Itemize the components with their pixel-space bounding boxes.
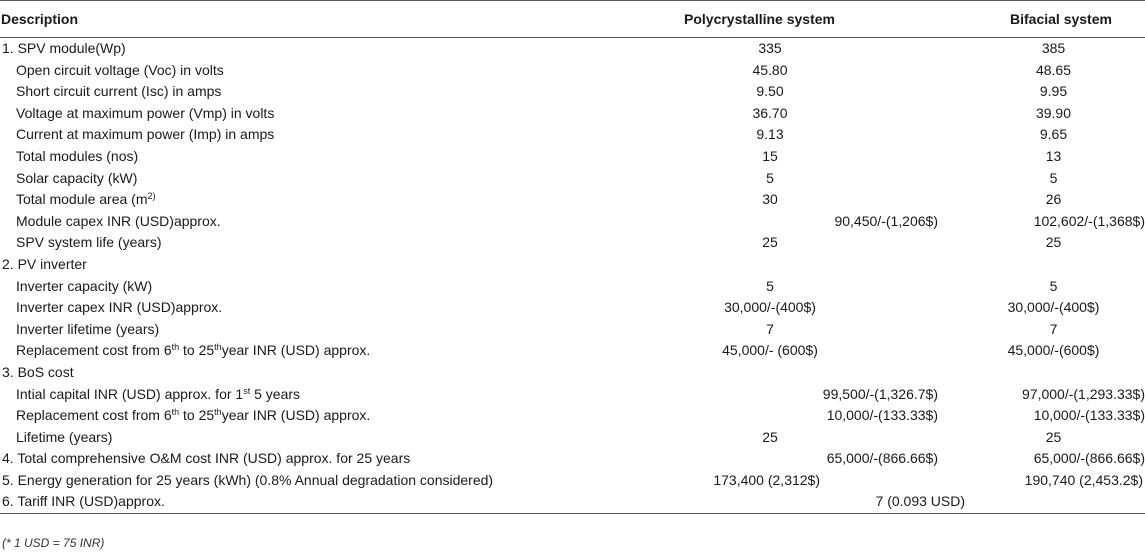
row-description: Inverter lifetime (years)	[16, 320, 160, 337]
table-row	[0, 189, 1145, 211]
table-row	[0, 146, 1145, 168]
row-description	[0, 384, 580, 406]
row-description: Open circuit voltage (Voc) in volts	[16, 61, 224, 78]
row-description-text: Replacement cost from 6	[16, 407, 172, 424]
polycrystalline-value: 15	[762, 147, 778, 164]
section-heading: 3. BoS cost	[2, 363, 74, 380]
table-row	[0, 448, 1145, 470]
table-header-row	[0, 1, 1145, 38]
bifacial-value	[960, 254, 1145, 276]
row-description: Voltage at maximum power (Vmp) in volts	[16, 104, 275, 121]
row-description-text: year INR (USD) approx.	[221, 407, 371, 424]
superscript: th	[214, 342, 222, 353]
row-description: Module capex INR (USD)approx.	[16, 212, 221, 229]
bifacial-value: 9.65	[1039, 126, 1068, 143]
polycrystalline-value: 10,000/-(133.33$)	[826, 407, 938, 424]
polycrystalline-value: 25	[762, 234, 778, 251]
row-description: Inverter capex INR (USD)approx.	[16, 299, 223, 316]
polycrystalline-value	[580, 254, 960, 276]
row-description: Lifetime (years)	[16, 428, 113, 445]
table-row	[0, 38, 1145, 60]
bifacial-value: 10,000/-(133.33$)	[1033, 407, 1145, 424]
row-description: SPV system life (years)	[16, 234, 162, 251]
header-polycrystalline: Polycrystalline system	[580, 1, 960, 38]
table-row	[0, 168, 1145, 190]
merged-tariff-value: 7 (0.093 USD)	[580, 491, 1145, 513]
header-bifacial: Bifacial system	[960, 1, 1145, 38]
superscript: st	[243, 385, 251, 396]
table-row	[0, 319, 1145, 341]
bifacial-value: 102,602/-(1,368$)	[1033, 212, 1145, 229]
table-row	[0, 60, 1145, 82]
table-row	[0, 81, 1145, 103]
row-description-text: to 25	[179, 342, 215, 359]
row-description: 5. Energy generation for 25 years (kWh) (0.8% Annual degradation considered)	[2, 471, 494, 488]
row-description: Short circuit current (Isc) in amps	[16, 83, 222, 100]
table-row	[0, 384, 1145, 406]
bifacial-value: 25	[1045, 234, 1062, 251]
polycrystalline-value: 30	[762, 191, 778, 208]
polycrystalline-value: 7	[766, 320, 774, 337]
polycrystalline-value: 90,450/-(1,206$)	[834, 212, 938, 229]
row-description	[0, 405, 580, 427]
bifacial-value: 39.90	[1035, 104, 1072, 121]
bifacial-value	[960, 362, 1145, 384]
bifacial-value: 97,000/-(1,293.33$)	[1022, 385, 1145, 402]
row-description-text: Total module area (m	[16, 191, 148, 208]
row-description: Current at maximum power (Imp) in amps	[16, 126, 275, 143]
bifacial-value: 26	[1045, 191, 1062, 208]
table-row	[0, 470, 1145, 492]
table-row	[0, 254, 1145, 276]
row-description	[0, 189, 580, 211]
polycrystalline-value: 99,500/-(1,326.7$)	[822, 385, 938, 402]
footnote: (* 1 USD = 75 INR)	[2, 536, 105, 550]
table-row	[0, 103, 1145, 125]
table-row	[0, 124, 1145, 146]
row-description	[0, 340, 580, 362]
row-description-text: Intial capital INR (USD) approx. for 1	[16, 385, 244, 402]
header-description: Description	[0, 1, 580, 38]
row-description: 6. Tariff INR (USD)approx.	[0, 491, 580, 513]
superscript: th	[171, 342, 180, 353]
table-row	[0, 491, 1145, 513]
row-description-text: year INR (USD) approx.	[221, 342, 371, 359]
row-description-text: to 25	[179, 407, 215, 424]
polycrystalline-value: 65,000/-(866.66$)	[826, 450, 938, 467]
bifacial-value: 7	[1049, 320, 1058, 337]
polycrystalline-value: 9.50	[756, 83, 784, 100]
polycrystalline-value: 335	[758, 40, 782, 56]
bifacial-value: 25	[1045, 428, 1062, 445]
bifacial-value: 5	[1049, 277, 1058, 294]
bifacial-value: 9.95	[1039, 83, 1068, 100]
superscript: 2)	[147, 191, 156, 202]
polycrystalline-value: 25	[762, 428, 778, 445]
bifacial-value: 65,000/-(866.66$)	[1033, 450, 1145, 467]
polycrystalline-value: 45.80	[752, 61, 788, 78]
bifacial-value: 190,740 (2,453.2$)	[1024, 471, 1143, 488]
table-row	[0, 276, 1145, 298]
polycrystalline-value: 9.13	[756, 126, 784, 143]
bifacial-value: 385	[1041, 40, 1066, 56]
bifacial-value: 48.65	[1035, 61, 1072, 78]
row-description: 4. Total comprehensive O&M cost INR (USD) approx. for 25 years	[2, 450, 411, 467]
polycrystalline-value: 36.70	[752, 104, 788, 121]
row-description: Total modules (nos)	[16, 147, 139, 164]
bifacial-value: 13	[1045, 147, 1062, 164]
superscript: th	[171, 407, 180, 418]
polycrystalline-value: 30,000/-(400$)	[724, 299, 816, 316]
section-heading: 2. PV inverter	[2, 255, 87, 272]
table-row	[0, 232, 1145, 254]
table-row	[0, 405, 1145, 427]
polycrystalline-value	[580, 362, 960, 384]
bifacial-value: 5	[1049, 169, 1058, 186]
superscript: th	[214, 407, 222, 418]
row-description: Solar capacity (kW)	[16, 169, 138, 186]
polycrystalline-value: 173,400 (2,312$)	[713, 471, 820, 488]
row-description: Inverter capacity (kW)	[16, 277, 153, 294]
bifacial-value: 45,000/-(600$)	[1007, 342, 1100, 359]
row-description: 1. SPV module(Wp)	[2, 40, 126, 56]
table-row	[0, 340, 1145, 362]
row-description-text: Replacement cost from 6	[16, 342, 172, 359]
polycrystalline-value: 5	[766, 169, 774, 186]
table-row	[0, 297, 1145, 319]
polycrystalline-value: 5	[766, 277, 774, 294]
table-row	[0, 362, 1145, 384]
row-description-text: 5 years	[250, 385, 301, 402]
table-row	[0, 427, 1145, 449]
table-row	[0, 211, 1145, 233]
polycrystalline-value: 45,000/- (600$)	[722, 342, 818, 359]
bifacial-value: 30,000/-(400$)	[1007, 299, 1100, 316]
